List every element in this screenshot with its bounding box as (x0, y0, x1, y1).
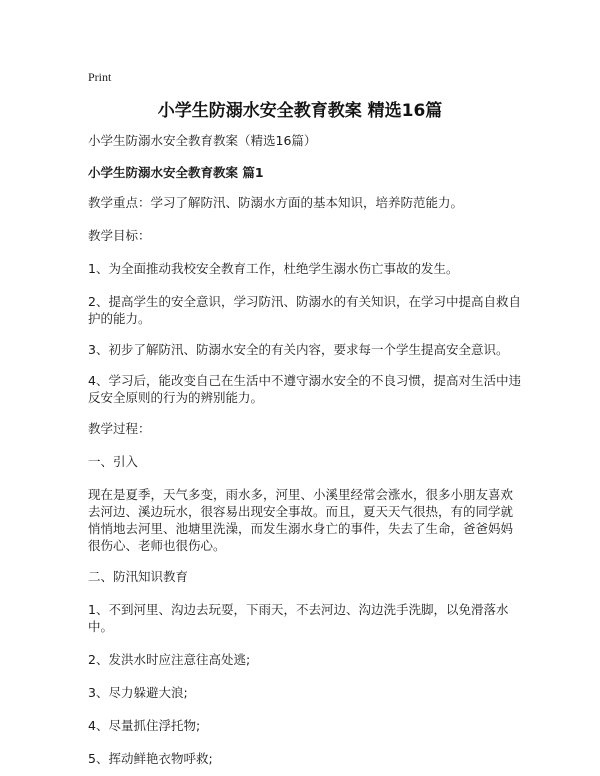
paragraph-objective-3: 3、初步了解防汛、防溺水安全的有关内容，要求每一个学生提高安全意识。 (88, 342, 509, 357)
section-heading: 小学生防溺水安全教育教案 篇1 (88, 165, 264, 180)
paragraph-intro-text: 现在是夏季，天气多变，雨水多，河里、小溪里经常会涨水，很多小朋友喜欢去河边、溪边玩水，很容易出现安全事故。而且，夏天天气很热，有的同学就悄悄地去河里、池塘里洗澡，而发生溺水身亡的事件，失去了生命，爸爸妈妈很伤心、老师也很伤心。 (88, 487, 514, 553)
document-subtitle: 小学生防溺水安全教育教案（精选16篇） (88, 133, 317, 148)
paragraph-teaching-focus: 教学重点：学习了解防汛、防溺水方面的基本知识，培养防范能力。 (88, 195, 464, 210)
paragraph-flood-item-3: 3、尽力躲避大浪; (88, 685, 188, 700)
paragraph-flood-heading: 二、防汛知识教育 (88, 569, 189, 584)
paragraph-flood-item-4: 4、尽量抓住浮托物; (88, 718, 201, 733)
paragraph-objectives-label: 教学目标： (88, 228, 151, 243)
paragraph-flood-item-1: 1、不到河里、沟边去玩耍，下雨天，不去河边、沟边洗手洗脚，以免滑落水中。 (88, 602, 509, 634)
paragraph-process-label: 教学过程： (88, 421, 151, 436)
print-label: Print (88, 70, 112, 84)
paragraph-flood-item-2: 2、发洪水时应注意往高处逃; (88, 652, 251, 667)
paragraph-objective-4: 4、学习后，能改变自己在生活中不遵守溺水安全的不良习惯，提高对生活中违反安全原则的行为的辨别能力。 (88, 373, 521, 405)
document-body (88, 132, 522, 767)
paragraph-flood-item-5: 5、挥动鲜艳衣物呼救; (88, 751, 213, 766)
paragraph-intro-heading: 一、引入 (88, 454, 139, 469)
document-title: 小学生防溺水安全教育教案 精选16篇 (157, 101, 443, 121)
paragraph-objective-1: 1、为全面推动我校安全教育工作，杜绝学生溺水伤亡事故的发生。 (88, 261, 459, 276)
paragraph-objective-2: 2、提高学生的安全意识，学习防汛、防溺水的有关知识，在学习中提高自救自护的能力。 (88, 294, 521, 326)
